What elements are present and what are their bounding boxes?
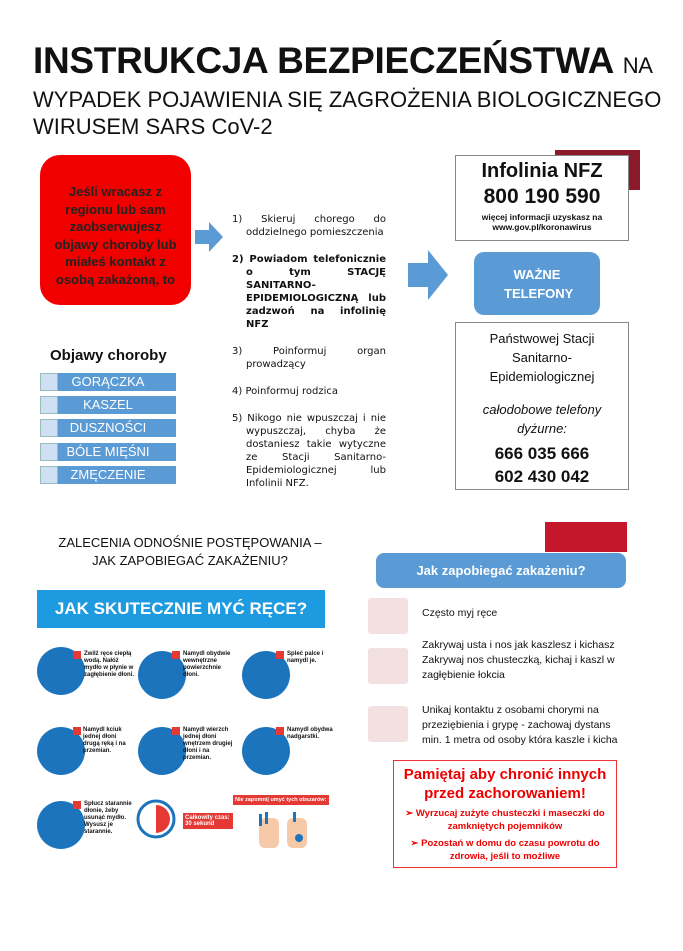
arrow-right-icon [195,222,223,252]
infolinia-title: Infolinia NFZ [481,160,603,182]
symptom-item [40,419,176,437]
step-badge [73,801,81,809]
step-item: 2) Powiadom telefonicznie o tym STACJĘ SANITARNO-EPIDEMIOLOGICZNĄ lub zadzwoń na infolinię NFZ [232,254,386,330]
distance-icon [368,706,408,742]
page-subtitle [33,86,661,140]
step-badge [73,651,81,659]
handwash-step: Namydl wierzch jednej dłoni wnętrzem drugiej dłoni i na przemian. [183,727,233,761]
warning-text: Wyrzucaj zużyte chusteczki i maseczki do zamkniętych pojemników [415,808,605,832]
warning-title: Pamiętaj aby chronić innych przed zachorowaniem! [403,766,607,802]
stacja-box [455,322,629,490]
subtitle-line: WYPADEK POJAWIENIA SIĘ ZAGROŻENIA BIOLOGICZNEGO [33,87,662,112]
symptom-label: BÓLE MIĘŚNI [66,444,150,459]
warning-box [393,760,617,868]
handwash-banner: JAK SKUTECZNIE MYĆ RĘCE? [37,590,325,628]
bullet-icon [40,396,58,414]
step-badge [73,727,81,735]
infolinia-url[interactable]: www.gov.pl/koronawirus [492,222,592,232]
step-item: 1) Skieruj chorego do oddzielnego pomieszczenia [232,214,386,238]
timer-icon [136,799,176,839]
handwash-step: Namydl obydwie wewnętrzne powierzchnie dłoni. [183,651,231,678]
arrow-right-icon [408,250,448,300]
warning-item: ➢ Pozostań w domu do czasu powrotu do zdrowia, jeśli to możliwe [410,838,600,862]
symptom-label: GORĄCZKA [71,374,145,389]
step-badge [172,651,180,659]
stacja-phone: 666 035 666 [494,444,590,463]
infolinia-number: 800 190 590 [483,185,601,208]
warning-text: Pozostań w domu do czasu powrotu do zdrowia, jeśli to możliwe [421,838,600,862]
stacja-name: Państwowej Stacji Sanitarno-Epidemiologicznej [489,331,595,384]
handwash-icon [368,598,408,634]
handwash-step: Namydl kciuk jednej dłoni drugą ręką i na przemian. [83,727,126,754]
cough-icon [368,648,408,684]
prevention-item: Zakrywaj usta i nos jak kaszlesz i kichasz Zakrywaj nos chusteczką, kichaj i kaszl w zagłębienie łokcia [422,639,615,681]
important-phones-badge: WAŻNE TELEFONY [474,252,600,315]
symptom-label: ZMĘCZENIE [70,467,146,482]
symptom-item [40,396,176,414]
infolinia-more: więcej informacji uzyskasz na [481,212,603,222]
title-na: NA [622,53,653,78]
decor-block [545,522,627,552]
step-badge [276,727,284,735]
subtitle-line: WIRUSEM SARS CoV-2 [33,114,273,139]
remember-label: Nie zapomnij umyć tych obszarów: [233,795,329,805]
bullet-icon [40,443,58,461]
step-item: 5) Nikogo nie wpuszczaj i nie wypuszczaj, chyba że dostaniesz takie wytyczne ze Stacji Sanitarno-Epidemiologicznej lub Infolinii NFZ. [232,413,386,489]
hands-areas-icon [255,810,313,848]
alert-box: Jeśli wracasz z regionu lub sam zaobserwujesz objawy choroby lub miałeś kontakt z osobą zakażoną, to [40,155,191,305]
step-badge [276,651,284,659]
step-item: 3) Poinformuj organ prowadzący [232,346,386,370]
symptom-label: DUSZNOŚCI [69,420,147,435]
prevention-item: Często myj ręce [422,607,498,619]
symptoms-title: Objawy choroby [50,347,167,364]
prevention-header: Jak zapobiegać zakażeniu? [376,553,626,588]
title-main: INSTRUKCJA BEZPIECZEŃSTWA [33,40,613,81]
handwash-step: Namydl obydwa nadgarstki. [287,727,333,740]
infolinia-box [455,155,629,241]
total-time-label: Całkowity czas: 30 sekund [183,813,233,829]
symptom-label: KASZEL [83,397,133,412]
section-heading: ZALECENIA ODNOŚNIE POSTĘPOWANIA – JAK ZAPOBIEGAĆ ZAKAŻENIU? [58,535,322,568]
bullet-icon [40,466,58,484]
bullet-icon [40,373,58,391]
warning-item: ➢ Wyrzucaj zużyte chusteczki i maseczki do zamkniętych pojemników [405,808,605,832]
prevention-item: Unikaj kontaktu z osobami chorymi na przeziębienia i grypę - zachowaj dystans min. 1 metra od osoby która kaszle i kicha [422,704,618,746]
stacja-note: całodobowe telefony dyżurne: [482,402,602,436]
handwash-step: Zwilż ręce ciepłą wodą. Nałóż mydło w płynie w zagłębienie dłoni. [84,651,135,678]
symptom-item [40,373,176,391]
handwash-step: Spłucz starannie dłonie, żeby usunąć mydło. Wysusz je starannie. [84,801,132,835]
stacja-phone: 602 430 042 [494,467,590,486]
symptom-item [40,443,176,461]
handwash-step: Spleć palce i namydl je. [287,651,324,664]
steps-list [232,213,386,504]
step-badge [172,727,180,735]
page-title [33,40,653,82]
step-item: 4) Poinformuj rodzica [232,386,338,397]
bullet-icon [40,419,58,437]
symptom-item [40,466,176,484]
